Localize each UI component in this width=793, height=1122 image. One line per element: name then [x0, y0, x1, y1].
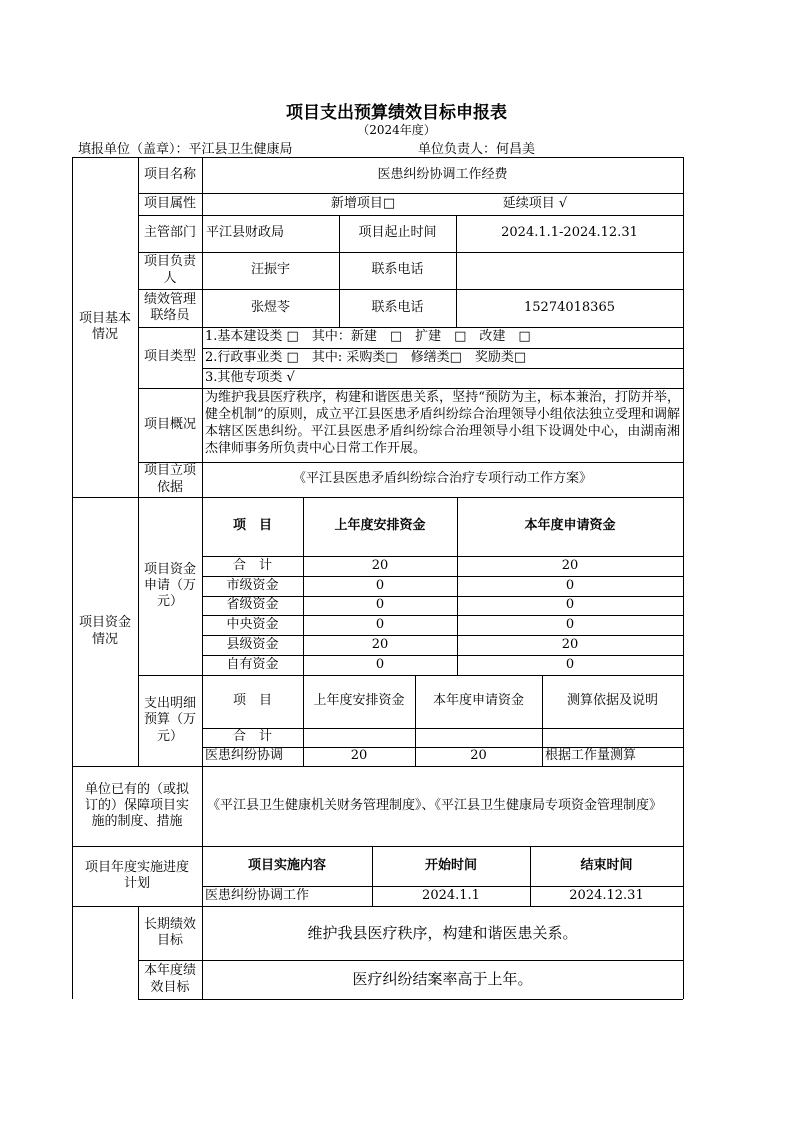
funds-apply-label: 项目资金申请（万元）: [143, 561, 196, 610]
year-goal-value: 医疗纠纷结案率高于上年。: [352, 970, 533, 989]
funds-row-last: 20: [371, 557, 389, 573]
detail-row-last: 20: [350, 748, 368, 764]
funds-row-name: 县级资金: [226, 636, 279, 652]
funds-row-last: 0: [375, 597, 385, 613]
funds-row-last: 0: [375, 616, 385, 632]
plan-label: 项目年度实施进度计划: [84, 859, 189, 891]
funds-row-this: 0: [565, 577, 575, 593]
type-line-3: 3.其他专项类 √: [205, 369, 295, 385]
contact-phone-value: 15274018365: [524, 299, 615, 315]
funds-section-label: 项目资金情况: [78, 615, 131, 647]
system-label: 单位已有的（或拟订的）保障项目实施的制度、措施: [84, 781, 189, 830]
owner-label: 项目负责人: [144, 254, 197, 286]
period-label: 项目起止时间: [358, 225, 437, 241]
detail-col-item: 项 目: [232, 693, 272, 709]
detail-row-name: 医患纠纷协调: [205, 748, 284, 764]
owner-value: 汪振宇: [250, 262, 290, 278]
long-goal-label: 长期绩效目标: [143, 916, 196, 948]
funds-row-this: 20: [561, 557, 579, 573]
detail-budget-label: 支出明细预算（万元）: [143, 696, 196, 744]
dept-label: 主管部门: [143, 225, 196, 241]
funds-row-last: 0: [375, 656, 385, 672]
year-goal-label: 本年度绩效目标: [143, 963, 196, 995]
owner-phone-value: [456, 252, 683, 289]
type-line-2: 2.行政事业类 □ 其中: 采购类□ 修缮类□ 奖励类□: [205, 349, 527, 365]
plan-row-end: 2024.12.31: [569, 887, 644, 903]
detail-col-note: 测算依据及说明: [566, 693, 658, 709]
contact-label: 绩效管理联络员: [143, 291, 196, 323]
overview-text: 为维护我县医疗秩序，构建和谐医患关系，坚持“预防为主，标本兼治，打防并举，健全机制”的原则，成立平江县医患矛盾纠纷综合治理领导小组依法独立受理和调解本辖区医患纠纷。平江县医患矛盾纠纷综合治理领导小组下设调处中心，由湖南湘杰律师事务所负责中心日常工作开展。: [205, 390, 680, 456]
form-title: 项目支出预算绩效目标申报表: [286, 103, 507, 123]
attr-continue-checkbox: 延续项目 √: [502, 195, 568, 211]
funds-row-name: 合 计: [232, 557, 272, 573]
detail-row-this: 20: [470, 748, 487, 764]
overview-label: 项目概况: [143, 416, 196, 432]
contact-value: 张煜苓: [250, 299, 290, 315]
project-attr-label: 项目属性: [143, 195, 196, 211]
plan-col-end: 结束时间: [580, 857, 633, 873]
funds-row-name: 市级资金: [226, 577, 279, 593]
funds-row-name: 省级资金: [226, 597, 279, 613]
funds-row-last: 20: [371, 636, 389, 652]
funds-col-this: 本年度申请资金: [524, 518, 616, 534]
basis-value: 《平江县医患矛盾纠纷综合治疗专项行动工作方案》: [292, 471, 592, 487]
detail-col-this: 本年度申请资金: [432, 693, 524, 709]
funds-row-last: 0: [375, 577, 385, 593]
funds-row-this: 20: [561, 636, 579, 652]
project-name-value: 医患纠纷协调工作经费: [377, 166, 508, 182]
attr-new-checkbox: 新增项目□: [330, 195, 396, 211]
detail-total-label: 合 计: [232, 729, 272, 745]
funds-col-last: 上年度安排资金: [334, 518, 426, 534]
type-line-1: 1.基本建设类 □ 其中：新建 □ 扩建 □ 改建 □: [205, 329, 531, 345]
funds-row-this: 0: [565, 656, 575, 672]
funds-col-item: 项 目: [232, 518, 272, 534]
funds-row-this: 0: [565, 616, 575, 632]
project-name-label: 项目名称: [143, 166, 196, 182]
funds-row-name: 自有资金: [226, 656, 279, 672]
basis-label: 项目立项依据: [144, 463, 197, 495]
filler-unit: 填报单位（盖章）：平江县卫生健康局: [78, 142, 293, 157]
period-value: 2024.1.1-2024.12.31: [501, 225, 638, 241]
long-goal-value: 维护我县医疗秩序，构建和谐医患关系。: [307, 923, 578, 942]
basic-section-label: 项目基本情况: [78, 310, 131, 342]
detail-row-note: 根据工作量测算: [545, 748, 637, 764]
form-year: （2024年度）: [357, 123, 436, 137]
funds-row-this: 0: [565, 597, 575, 613]
type-label: 项目类型: [143, 349, 196, 365]
owner-phone-label: 联系电话: [371, 262, 424, 278]
funds-row-name: 中央资金: [226, 616, 279, 632]
system-value: 《平江县卫生健康机关财务管理制度》、《平江县卫生健康局专项资金管理制度》: [207, 798, 663, 814]
plan-row-start: 2024.1.1: [422, 887, 480, 903]
detail-col-last: 上年度安排资金: [313, 693, 405, 709]
dept-value: 平江县财政局: [206, 225, 285, 241]
plan-col-start: 开始时间: [424, 857, 477, 873]
plan-col-content: 项目实施内容: [247, 857, 326, 873]
plan-row-content: 医患纠纷协调工作: [205, 887, 310, 903]
unit-leader: 单位负责人：何昌美: [418, 142, 536, 157]
contact-phone-label: 联系电话: [371, 299, 424, 315]
